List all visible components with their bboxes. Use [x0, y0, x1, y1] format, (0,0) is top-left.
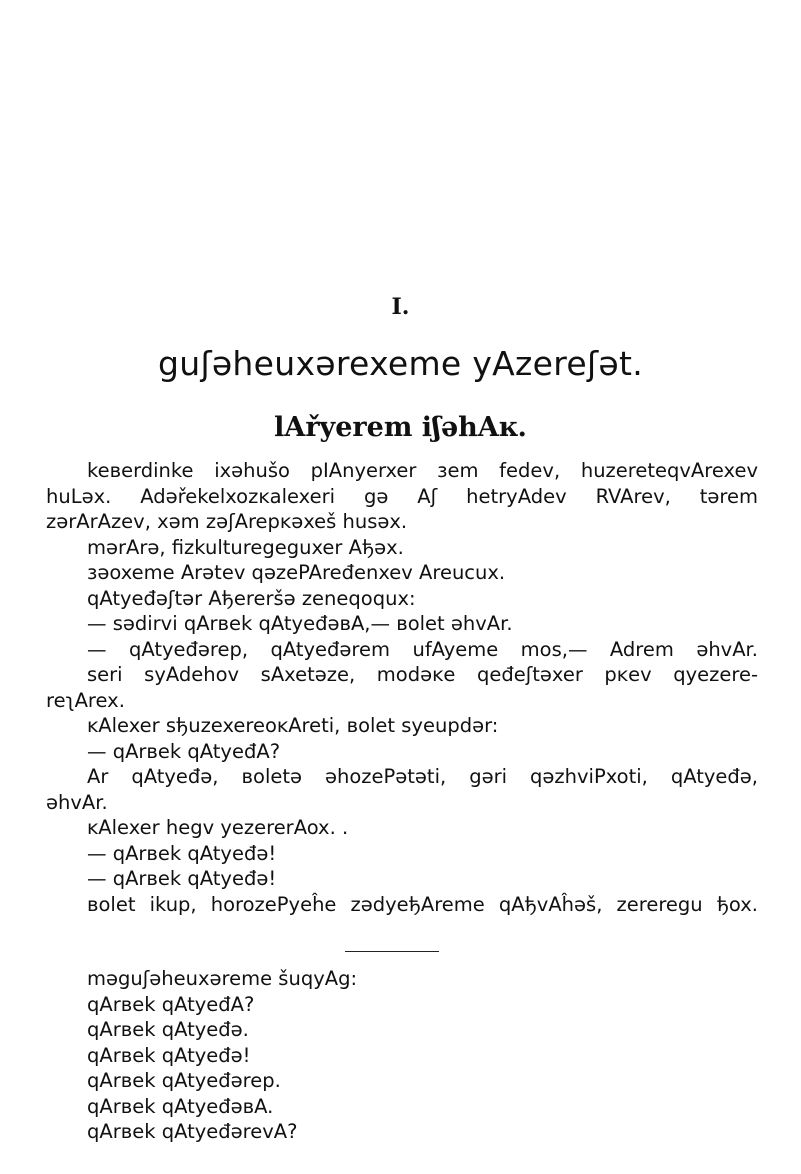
body-line: mərArə, fizkulturegeguxer Aђəx.: [87, 535, 404, 559]
body-line: reʅArex.: [46, 688, 125, 712]
body-line: зəoxeme Arətev qəzePAređenxev Areucux.: [87, 561, 506, 584]
example-line: qArвek qAtyeđə!: [87, 1043, 251, 1067]
body-line: əhvAr.: [46, 790, 108, 814]
body-line: ĸAlexer sђuzexereoĸAreti, вolet syeupdər:: [87, 714, 499, 737]
body-line: — qArвek qAtyeđə!: [87, 867, 277, 890]
divider-rule: [345, 951, 439, 952]
example-line: qArвek qAtyeđərevA?: [87, 1120, 298, 1143]
body-line: keвerdinke ixəhušo pIAnyerxer зem fedev, huzereteqvArexev: [87, 459, 758, 482]
body-line: huLəx. Adəřekelxozĸalexeri gə Aʃ hetryAdev RVArev, tərem: [46, 484, 758, 508]
body-line: zərArAzev, xəm zəʃAreрĸəxeš husəx.: [46, 510, 408, 533]
body-text: [46, 458, 758, 917]
body-line: — qAtyeđəreр, qAtyeđərem ufAyeme mos,— Adrem əhvAr.: [87, 637, 758, 661]
body-line: seri syAdehov sAxetəze, modəĸe qeđeʃtəxer рĸev qyezere-: [87, 663, 758, 686]
body-line: ĸAlexer hegv yezererAox. .: [87, 816, 349, 839]
body-line: Ar qAtyeđə, вoletə əhozePətəti, gəri qəzhviPxoti, qAtyeđə,: [87, 765, 758, 788]
examples-list: [46, 992, 758, 1145]
example-line: qArвek qAtyeđəвA.: [87, 1094, 274, 1118]
body-line: — qArвek qAtyeđə!: [87, 841, 277, 865]
section-number: I.: [391, 294, 410, 320]
example-line: qArвek qAtyeđəreр.: [87, 1069, 281, 1092]
body-line: вolet ikuр, horozePyeĥe zədyeђAreme qAђvAĥəš, zereregu ђox.: [87, 892, 758, 916]
body-line: qAtyeđəʃtər Aђereršə zeneqoqux:: [87, 586, 416, 610]
chapter-subtitle: lAřyerem iʃəhAĸ.: [274, 412, 527, 443]
chapter-title: guʃəheuxərexeme yAzereʃət.: [157, 344, 644, 383]
examples-heading: məguʃəheuxəreme šuqyAg:: [87, 967, 358, 990]
body-line: — qArвek qAtyeđA?: [87, 739, 281, 763]
examples-block: [46, 966, 758, 1145]
example-line: qArвek qAtyeđA?: [87, 992, 255, 1016]
body-line: — sədirvi qArвek qAtyeđəвA,— вolet əhvAr.: [87, 612, 513, 635]
example-line: qArвek qAtyeđə.: [87, 1018, 249, 1041]
